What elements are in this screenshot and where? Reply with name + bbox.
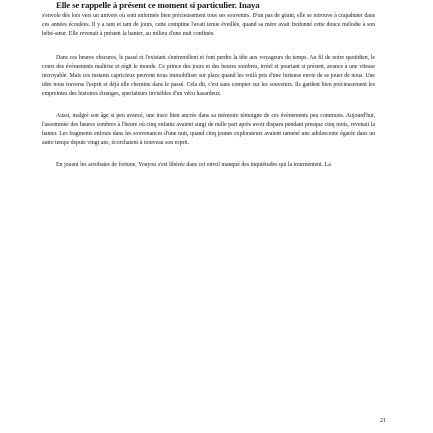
paragraph: s'envole dès lors vers un univers où sont enfermés bien précieusement tous ses souvenirs. D'un pas de géant, elle se retrouve à crapahuter dans ces années écoulées. Il y a tant et tant de jours, cette comptine l'avait tenue éveillée, quand sa mère avait fredonné cette douce mélodie à son bébé-sœur. Elle revenait à présent la hanter, au milieu d'une nuit confinée. bbox=[42, 13, 375, 37]
paragraph: Aussi, malgré son âge si peu avancé, une trace bien ancrée dans sa mémoire témoigne de ces évènements peu communs. Aujourd'hui, l'assommée des heures sombres à l'heure où cinq enfants avaient surgi de nulle part après avoir disparu pendant presque cinq mois, revenait la hanter. Les fragments enfouis dans les souvenances d'une nuit, quand cinq jeunes explorateurs avaient ramené une adolescente égarée dans un autre temps depuis vingt ans, écorchaient à nouveau son esprit. bbox=[42, 113, 375, 146]
page-text bbox=[42, 0, 375, 170]
paragraph: Dans ces heures obscures, le passé et l'existant s'entremêlent et font perdre la tête aux voyageurs du temps. Au fil de notre quotidien, le cours des évènements maîtrise et régit le monde. Ce prince des jours et des heures sombres, irréel et pourtant si présent, avance à une vitesse incroyable. Mais ces instants capricieux peuvent nous immobiliser sur place quand les voilà pris d'une furieuse envie de se jouer de nous. Une idée nous traverse l'esprit et déjà elle chemine dans le passé. Cela dit, c'est sans compter sur les souvenirs. Ils gardent bien précieusement les empreintes des histoires étranges, spectateurs invisibles d'un vécu hasardeux. bbox=[42, 55, 375, 97]
page-number: 21 bbox=[380, 418, 386, 424]
first-line: Elle se rappelle à présent ce moment si particulier. Inaya bbox=[56, 0, 260, 10]
paragraph: En jouant les acrobates de fortune, Youyou s'est libérée dans cet envol manqué des inquiétudes qui la tourmentent. La bbox=[56, 162, 331, 168]
